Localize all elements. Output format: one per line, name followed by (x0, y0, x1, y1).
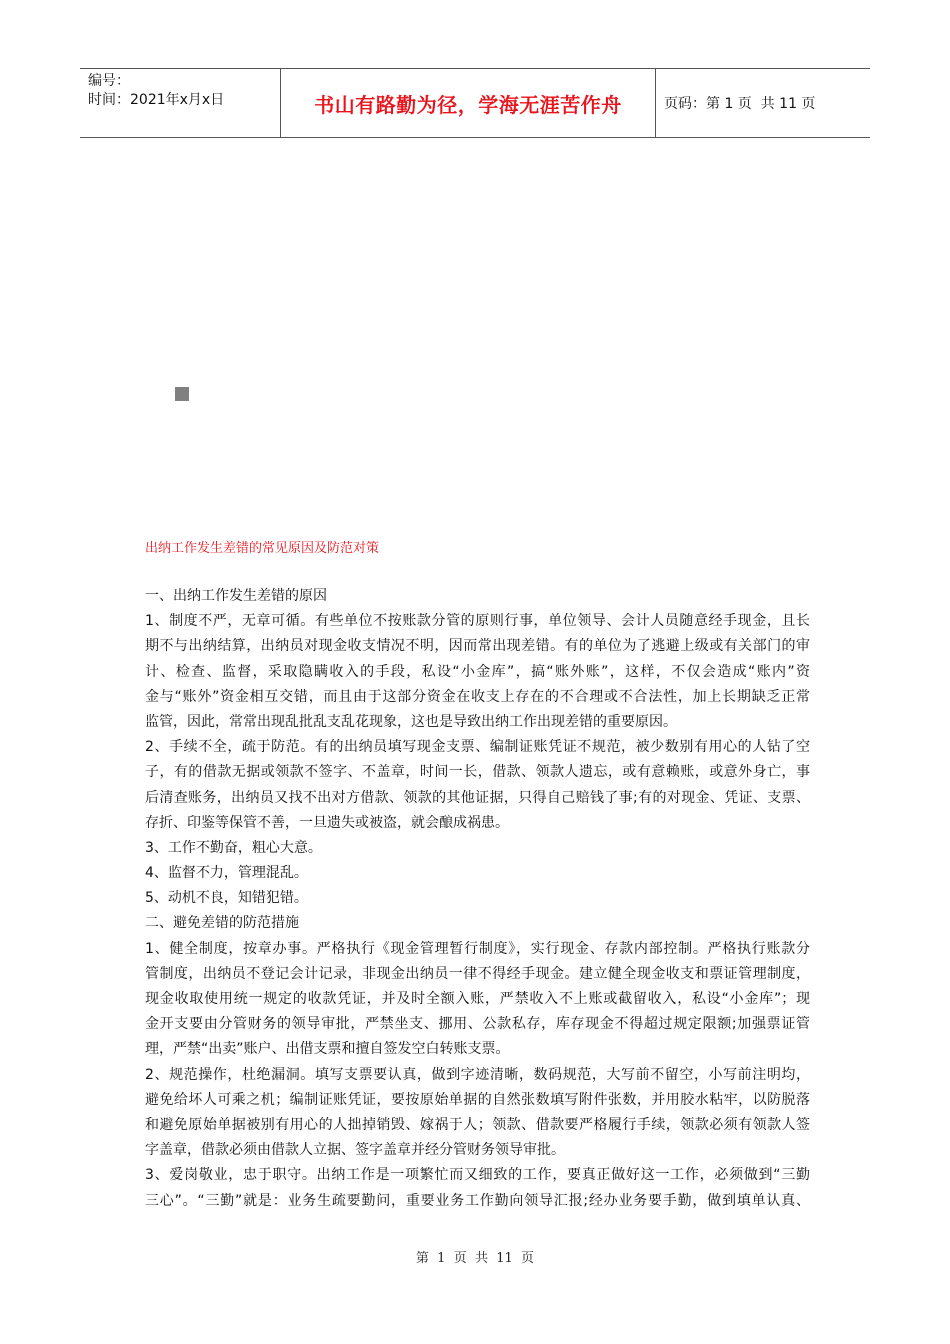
body-line: 期不与出纳结算，出纳员对现金收支情况不明，因而常出现差错。有的单位为了逃避上级或有关部门的审 (145, 638, 810, 655)
header-meta (80, 69, 281, 137)
body-line: 计、检查、监督，采取隐瞒收入的手段，私设“小金库”，搞“账外账”，这样，不仅会造成“账内”资 (145, 663, 810, 680)
time-label: 时间：2021年x月x日 (88, 92, 225, 108)
body-line: 理，严禁“出卖”账户、出借支票和擅自签发空白转账支票。 (145, 1041, 510, 1058)
body-line: 存折、印鉴等保管不善，一旦遗失或被盗，就会酿成祸患。 (145, 814, 509, 831)
body-line: 避免给坏人可乘之机；编制证账凭证，要按原始单据的自然张数填写附件张数，并用胶水粘牢，以防脱落 (145, 1091, 810, 1108)
body-line: 3、工作不勤奋，粗心大意。 (145, 839, 322, 856)
body-line: 2、手续不全，疏于防范。有的出纳员填写现金支票、编制证账凭证不规范，被少数别有用心的人钻了空 (145, 739, 810, 756)
body-line: 金与“账外”资金相互交错，而且由于这部分资金在收支上存在的不合理或不合法性，加上长期缺乏正常 (145, 688, 810, 705)
body-line: 子，有的借款无据或领款不签字、不盖章，时间一长，借款、领款人遗忘，或有意赖账，或意外身亡，事 (145, 764, 810, 781)
body-line: 一、出纳工作发生差错的原因 (145, 588, 327, 604)
motto: 书山有路勤为径，学海无涯苦作舟 (281, 69, 656, 137)
body-line: 三心”。“三勤”就是：业务生疏要勤问，重要业务工作勤向领导汇报;经办业务要手勤，做到填单认真、 (145, 1192, 810, 1209)
body-line: 5、动机不良，知错犯错。 (145, 890, 308, 907)
document-body (145, 584, 810, 1214)
body-line: 1、制度不严，无章可循。有些单位不按账款分管的原则行事，单位领导、会计人员随意经手现金，且长 (145, 613, 810, 630)
body-line: 监管，因此，常常出现乱批乱支乱花现象，这也是导致出纳工作出现差错的重要原因。 (145, 713, 677, 730)
body-line: 现金收取使用统一规定的收款凭证，并及时全额入账，严禁收入不上账或截留收入，私设“小金库”；现 (145, 991, 810, 1007)
body-line: 3、爱岗敬业，忠于职守。出纳工作是一项繁忙而又细致的工作，要真正做好这一工作，必须做到“三勤 (145, 1167, 810, 1184)
header-table (80, 68, 870, 138)
body-line: 1、健全制度，按章办事。严格执行《现金管理暂行制度》，实行现金、存款内部控制。严格执行账款分 (145, 940, 810, 957)
body-line: 金开支要由分管财务的领导审批，严禁坐支、挪用、公款私存，库存现金不得超过规定限额;加强票证管 (145, 1016, 810, 1033)
body-line: 字盖章，借款必须由借款人立据、签字盖章并经分管财务领导审批。 (145, 1142, 565, 1159)
body-line: 4、监督不力，管理混乱。 (145, 865, 308, 882)
body-line: 管制度，出纳员不登记会计记录，非现金出纳员一律不得经手现金。建立健全现金收支和票证管理制度， (145, 965, 810, 982)
body-line: 后清查账务，出纳员又找不出对方借款、领款的其他证据，只得自己赔钱了事;有的对现金、凭证、支票、 (145, 789, 810, 806)
body-line: 二、避免差错的防范措施 (145, 915, 299, 932)
page-info: 页码：第 1 页 共 11 页 (664, 96, 816, 112)
body-line: 2、规范操作，杜绝漏洞。填写支票要认真，做到字迹清晰，数码规范，大写前不留空，小写前注明均， (145, 1066, 810, 1083)
page-footer: 第 1 页 共 11 页 (415, 1251, 535, 1266)
gray-square-icon (175, 387, 189, 401)
body-line: 和避免原始单据被别有用心的人拙掉销毁、嫁祸于人；领款、借款要严格履行手续，领款必须有领款人签 (145, 1116, 810, 1133)
number-label: 编号： (88, 73, 130, 89)
document-title: 出纳工作发生差错的常见原因及防范对策 (145, 541, 380, 556)
